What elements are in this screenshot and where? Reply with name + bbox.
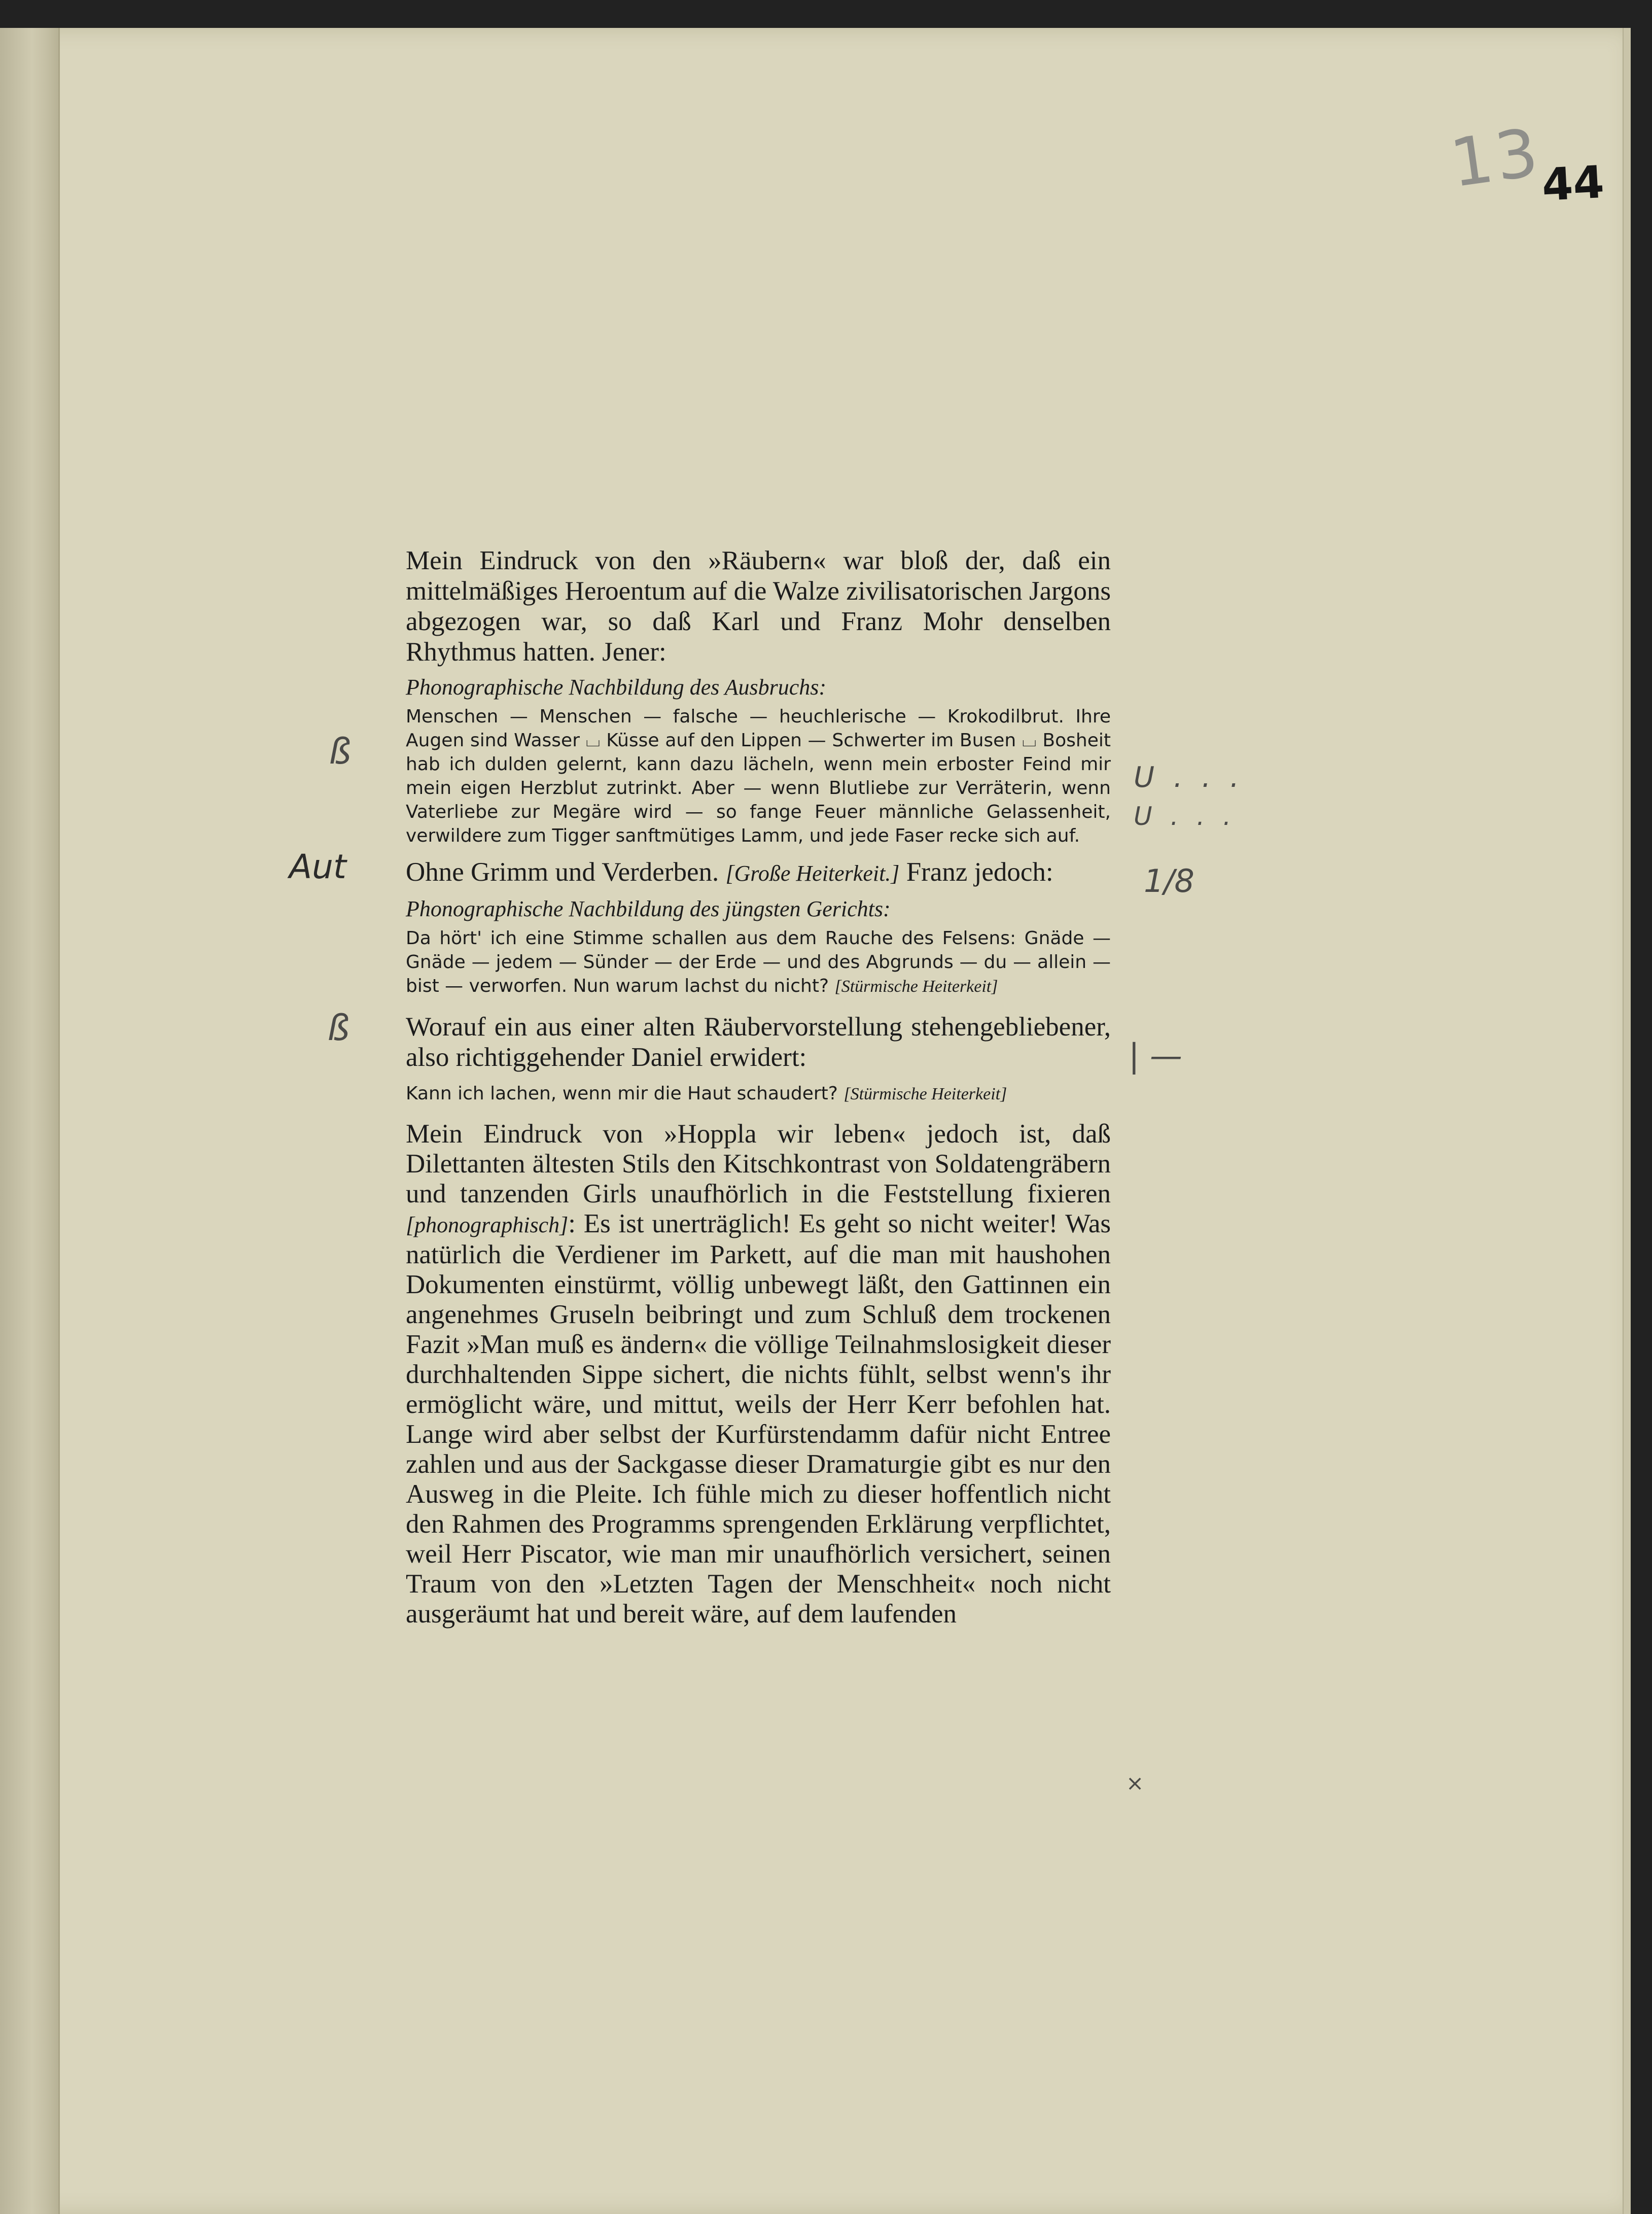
quote-gericht-text: Da hört' ich eine Stimme schallen aus dem Rauche des Felsens: Gnäde — Gnäde — jedem — Sünder — der Erde — und des Abgrunds — du — allein — bist — verworfen. Nun warum lachst du nicht? [406,928,1111,996]
paragraph-hoppla [406,1119,1111,1629]
stage-direction-stuermisch-2: [Stürmische Heiterkeit] [843,1085,1007,1103]
page-edge [1623,28,1631,2214]
margin-mark-right-5: × [1126,1771,1144,1795]
text-column [406,545,1111,1629]
margin-mark-left-2: Aut [289,847,346,886]
paragraph-hoppla-a: Mein Eindruck von »Hoppla wir leben« jedoch ist, daß Dilettanten ältesten Stils den Kitschkontrast von Soldatengräbern und tanzenden Girls unaufhörlich in die Feststellung fixieren [406,1119,1111,1208]
folio-ink-number: 44 [1540,155,1606,212]
quote-daniel [406,1082,1111,1106]
quote-gericht [406,926,1111,998]
paragraph-raeuber: Mein Eindruck von den »Räubern« war bloß der, daß ein mittelmäßiges Heroentum auf die Walze zivilisatorischen Jargons abgezogen war, so daß Karl und Franz Mohr denselben Rhythmus hatten. Jener: [406,546,1111,667]
folio-pencil-number: 13 [1446,113,1546,202]
quote-ausbruch: Menschen — Menschen — falsche — heuchlerische — Krokodilbrut. Ihre Augen sind Wasser ⌴ Küsse auf den Lippen — Schwerter im Busen ⌴ Bosheit hab ich dulden gelernt, kann dazu lächeln, wenn mein erboster Feind mir mein eigen Herzblut zutrinkt. Aber — wenn Blutliebe zur Verräterin, wenn Vaterliebe zur Megäre wird — so fange Feuer männliche Gelassenheit, verwildere zum Tigger sanftmütiges Lamm, und jede Faser recke sich auf. [406,706,1111,846]
paragraph-grimm-tail: Franz jedoch: [906,857,1053,887]
margin-mark-right-4: | — [1129,1037,1182,1075]
margin-mark-right-2: U . . . [1134,802,1236,831]
paragraph-grimm-text: Ohne Grimm und Verderben. [406,857,719,887]
paragraph-daniel: Worauf ein aus einer alten Räubervorstellung stehengebliebener, also richtiggehender Daniel erwidert: [406,1012,1111,1072]
margin-mark-right-3: 1/8 [1144,862,1194,900]
caption-ausbruch: Phonographische Nachbildung des Ausbruchs: [406,675,827,700]
margin-mark-left-3: ß [327,1007,350,1049]
caption-gericht: Phonographische Nachbildung des jüngsten Gerichts: [406,896,891,921]
page-gutter [0,28,60,2214]
stage-direction-heiterkeit: [Große Heiterkeit.] [725,861,900,886]
margin-mark-left-1: ß [329,731,352,772]
quote-daniel-text: Kann ich lachen, wenn mir die Haut schaudert? [406,1083,838,1104]
stage-direction-phonographisch: [phonographisch] [406,1213,569,1237]
paragraph-hoppla-b: : Es ist unerträglich! Es geht so nicht weiter! Was natürlich die Verdiener im Parkett, auf die man mit haushohen Dokumenten einstürmt, völlig unbewegt läßt, den Gattinnen ein angenehmes Gruseln beibringt und zum Schluß dem trockenen Fazit »Man muß es ändern« die völlige Teilnahmslosigkeit dieser durchhaltenden Sippe sichert, die nichts fühlt, selbst wenn's ihr ermöglicht wäre, und mittut, weils der Herr Kerr befohlen hat. Lange wird aber selbst der Kurfürstendamm dafür nicht Entree zahlen und aus der Sackgasse dieser Dramaturgie gibt es nur den Ausweg in die Pleite. Ich fühle mich zu dieser hoffentlich nicht den Rahmen des Programms sprengenden Erklärung verpflichtet, weil Herr Piscator, wie man mir unaufhörlich versichert, seinen Traum von den »Letzten Tagen der Menschheit« noch nicht ausgeräumt hat und bereit wäre, auf dem laufenden [406,1209,1111,1629]
stage-direction-stuermisch-1: [Stürmische Heiterkeit] [834,977,998,996]
paragraph-grimm [406,857,1111,889]
margin-mark-right-1: U . . . [1134,761,1244,794]
